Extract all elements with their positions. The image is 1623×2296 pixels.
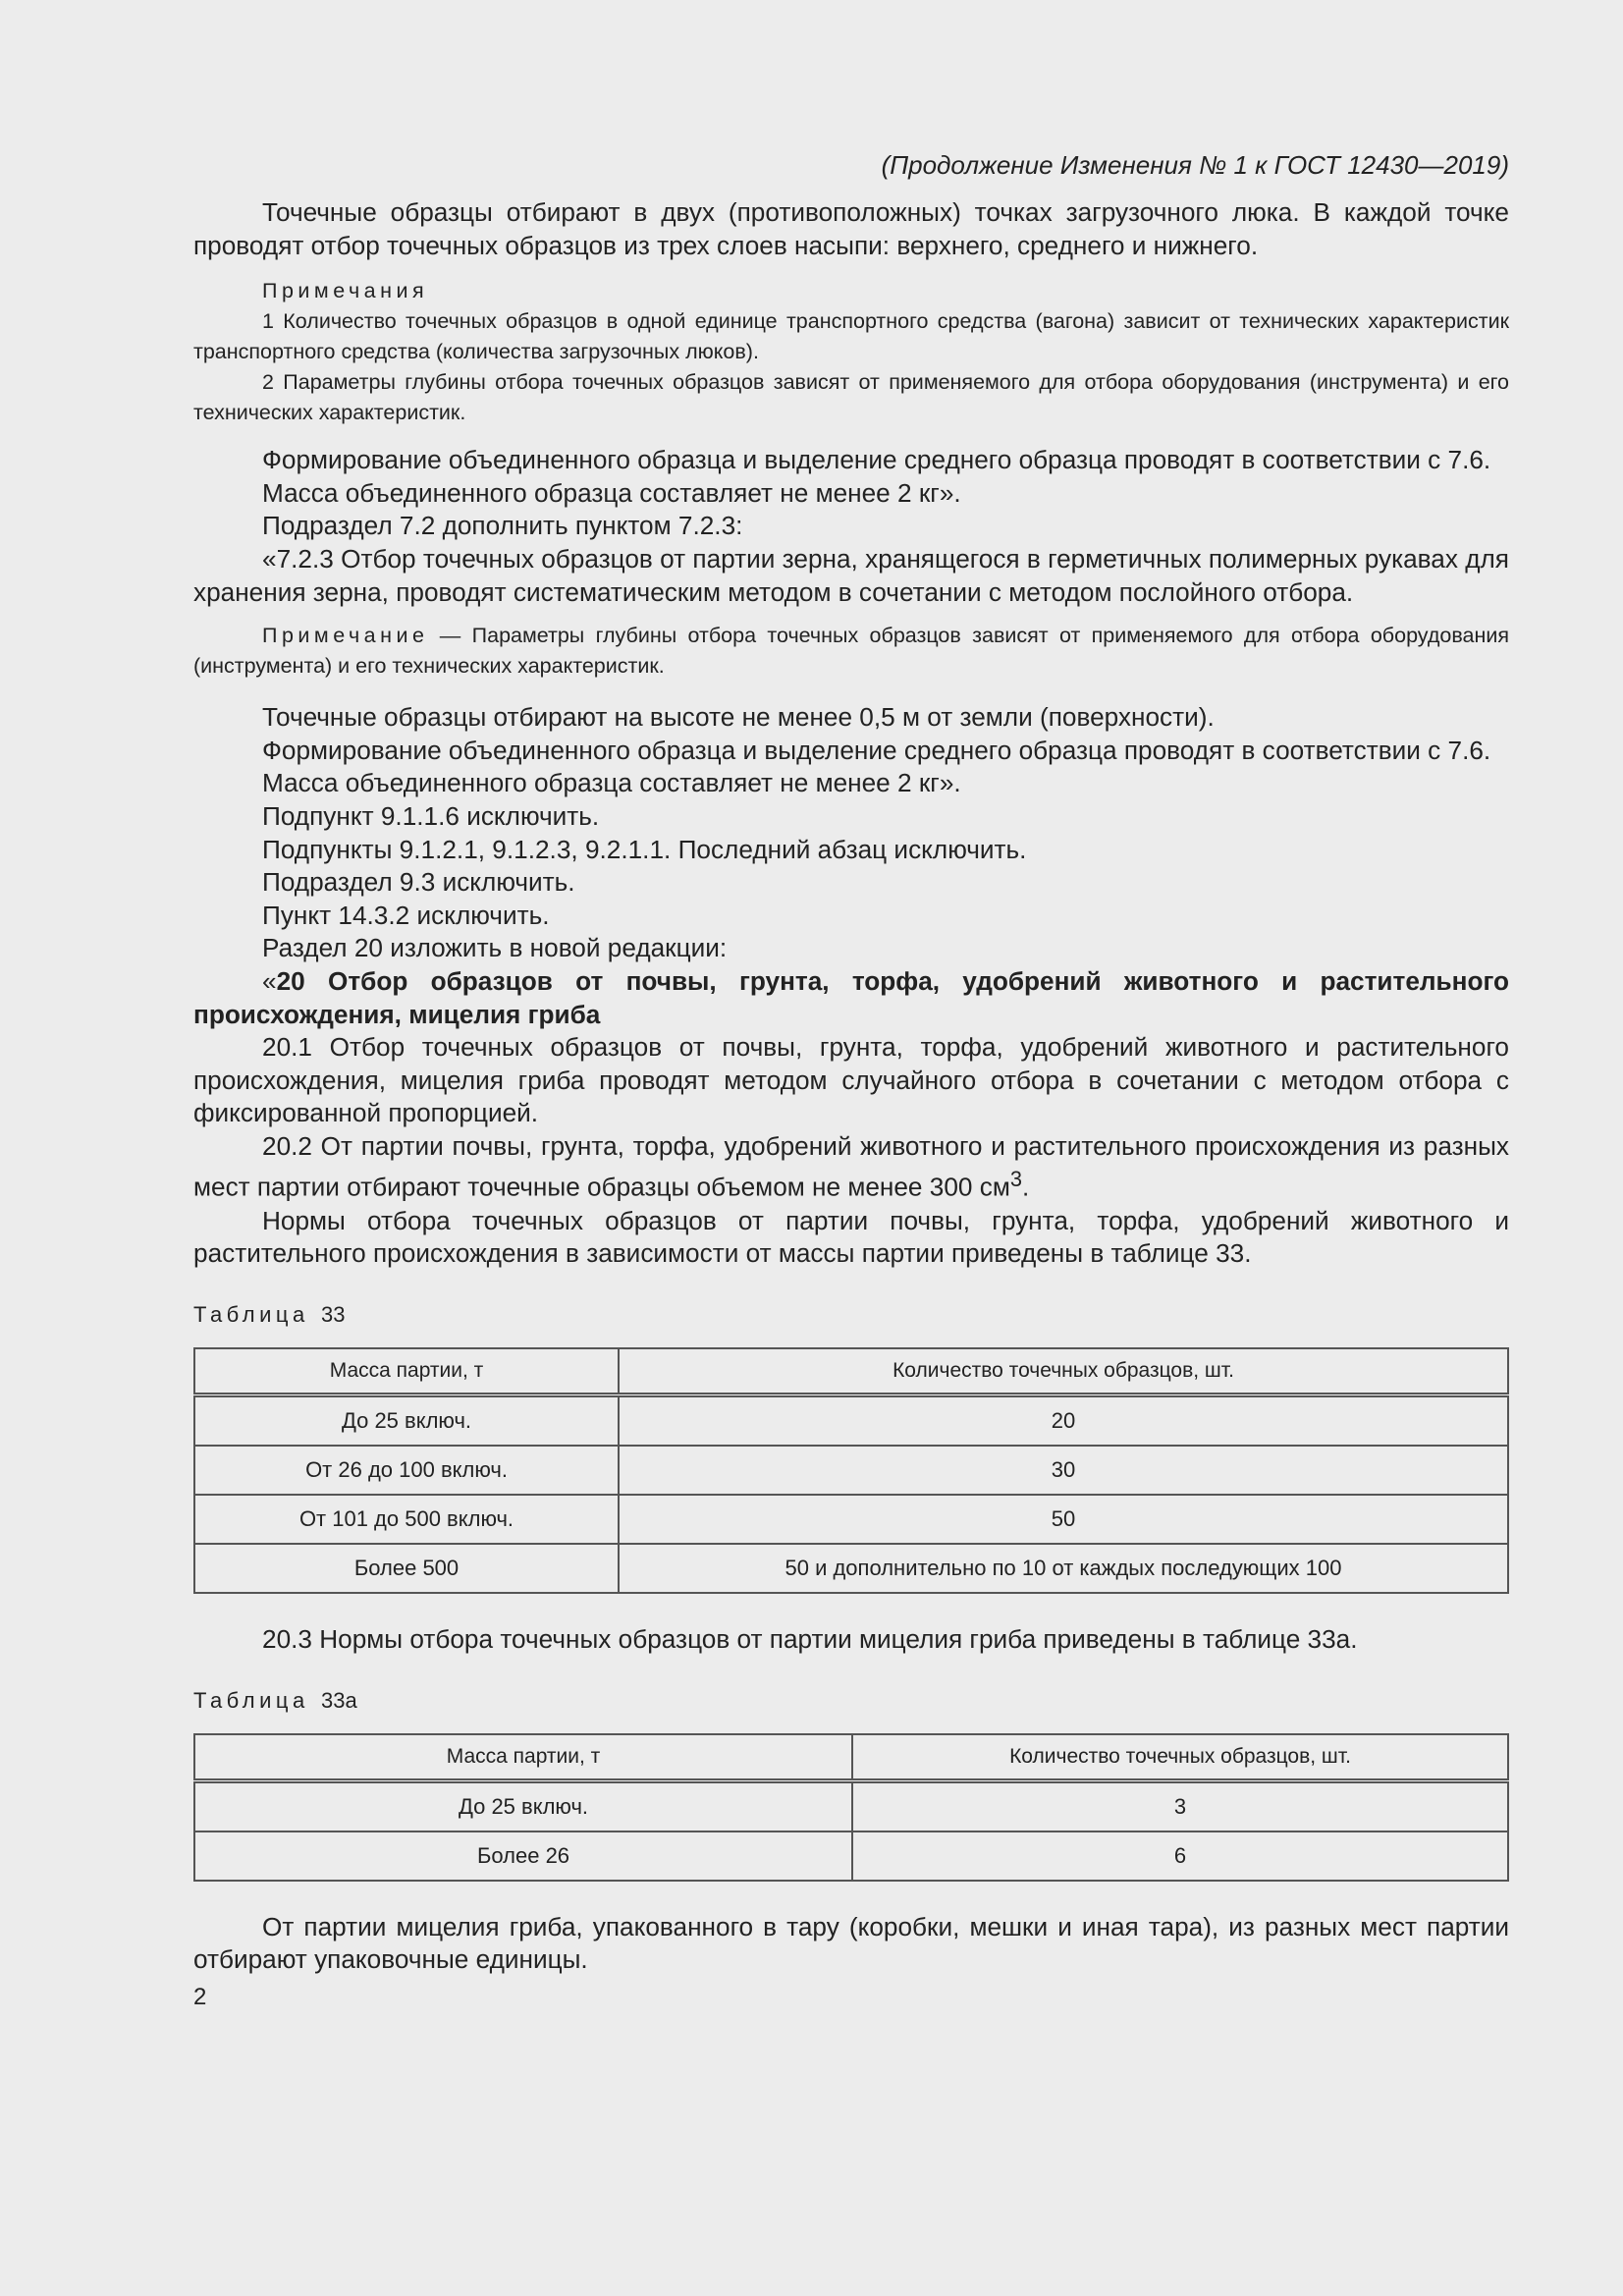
cell-count: 30	[619, 1446, 1508, 1495]
cell-count: 50	[619, 1495, 1508, 1544]
header-count: Количество точечных образцов, шт.	[619, 1348, 1508, 1395]
paragraph: Подраздел 7.2 дополнить пунктом 7.2.3:	[262, 511, 743, 541]
paragraph: Нормы отбора точечных образцов от партии почвы, грунта, торфа, удобрений животного и растительного происхождения в зависимости от массы партии приведены в таблице 33.	[193, 1205, 1509, 1269]
table-row	[194, 1446, 1508, 1495]
header-mass: Масса партии, т	[194, 1348, 619, 1395]
running-header: (Продолжение Изменения № 1 к ГОСТ 12430—2019)	[881, 150, 1509, 180]
cell-mass: До 25 включ.	[194, 1394, 619, 1446]
paragraph: Пункт 14.3.2 исключить.	[262, 900, 550, 930]
table-33	[193, 1347, 1509, 1594]
cell-count: 6	[852, 1831, 1508, 1881]
cell-mass: От 26 до 100 включ.	[194, 1446, 619, 1495]
cell-mass: Более 26	[194, 1831, 852, 1881]
paragraph: Подпункты 9.1.2.1, 9.1.2.3, 9.2.1.1. Последний абзац исключить.	[262, 834, 1027, 864]
table-row	[194, 1495, 1508, 1544]
table-row	[194, 1780, 1508, 1831]
cell-count: 50 и дополнительно по 10 от каждых последующих 100	[619, 1544, 1508, 1593]
paragraph: От партии мицелия гриба, упакованного в тару (коробки, мешки и иная тара), из разных мест партии отбирают упаковочные единицы.	[193, 1911, 1509, 1975]
cell-mass: До 25 включ.	[194, 1780, 852, 1831]
paragraph: 20.2 От партии почвы, грунта, торфа, удобрений животного и растительного происхождения из разных мест партии отбирают точечные образцы объемом не менее 300 $см^3$.	[193, 1130, 1509, 1203]
table-33a	[193, 1733, 1509, 1882]
header-count: Количество точечных образцов, шт.	[852, 1734, 1508, 1781]
note-1: 1 Количество точечных образцов в одной единице транспортного средства (вагона) зависит от технических характеристик транспортного средства (количества загрузочных люков).	[193, 309, 1509, 364]
note-block	[193, 621, 1509, 682]
table-header-row	[194, 1734, 1508, 1781]
paragraph: Масса объединенного образца составляет не менее 2 кг».	[262, 768, 961, 798]
cell-mass: Более 500	[194, 1544, 619, 1593]
notes-title: Примечания	[262, 279, 429, 303]
table-row	[194, 1544, 1508, 1593]
paragraph: 20.3 Нормы отбора точечных образцов от партии мицелия гриба приведены в таблице 33а.	[262, 1623, 1358, 1654]
section-heading: «20 Отбор образцов от почвы, грунта, торфа, удобрений животного и растительного происхождения, мицелия гриба	[193, 965, 1509, 1029]
document-page	[193, 147, 1509, 2012]
paragraph: Формирование объединенного образца и выделение среднего образца проводят в соответствии с 7.6.	[262, 735, 1491, 765]
table-33-caption: Таблица 33	[193, 1301, 346, 1327]
page-number: 2	[193, 1983, 207, 2010]
note-title: Примечание	[262, 624, 429, 648]
paragraph: Точечные образцы отбирают на высоте не менее 0,5 м от земли (поверхности).	[262, 702, 1215, 733]
note-2: 2 Параметры глубины отбора точечных образцов зависят от применяемого для отбора оборудования (инструмента) и его технических характеристик.	[193, 370, 1509, 425]
table-header-row	[194, 1348, 1508, 1395]
note-text: — Параметры глубины отбора точечных образцов зависят от применяемого для отбора оборудования (инструмента) и его технических характеристик.	[193, 624, 1509, 679]
paragraph: Точечные образцы отбирают в двух (противоположных) точках загрузочного люка. В каждой точке проводят отбор точечных образцов из трех слоев насыпи: верхнего, среднего и нижнего.	[193, 197, 1509, 260]
cell-count: 3	[852, 1780, 1508, 1831]
paragraph: 20.1 Отбор точечных образцов от почвы, грунта, торфа, удобрений животного и растительного происхождения, мицелия гриба проводят методом случайного отбора в сочетании с методом отбора с фиксированной пропорцией.	[193, 1032, 1509, 1128]
header-mass: Масса партии, т	[194, 1734, 852, 1781]
paragraph: Подпункт 9.1.1.6 исключить.	[262, 800, 600, 831]
table-row	[194, 1831, 1508, 1881]
cell-count: 20	[619, 1394, 1508, 1446]
table-33a-caption: Таблица 33а	[193, 1687, 357, 1713]
paragraph: Раздел 20 изложить в новой редакции:	[262, 933, 728, 963]
paragraph: «7.2.3 Отбор точечных образцов от партии зерна, хранящегося в герметичных полимерных рукавах для хранения зерна, проводят систематическим методом в сочетании с методом послойного отбора.	[193, 543, 1509, 607]
section-heading-text: 20 Отбор образцов от почвы, грунта, торфа, удобрений животного и растительного происхождения, мицелия гриба	[193, 965, 1509, 1029]
paragraph: Формирование объединенного образца и выделение среднего образца проводят в соответствии с 7.6.	[262, 445, 1491, 475]
table-row	[194, 1394, 1508, 1446]
paragraph: Масса объединенного образца составляет не менее 2 кг».	[262, 477, 961, 508]
notes-block	[193, 276, 1509, 428]
cell-mass: От 101 до 500 включ.	[194, 1495, 619, 1544]
superscript: 3	[1009, 1167, 1022, 1192]
paragraph: Подраздел 9.3 исключить.	[262, 867, 575, 898]
